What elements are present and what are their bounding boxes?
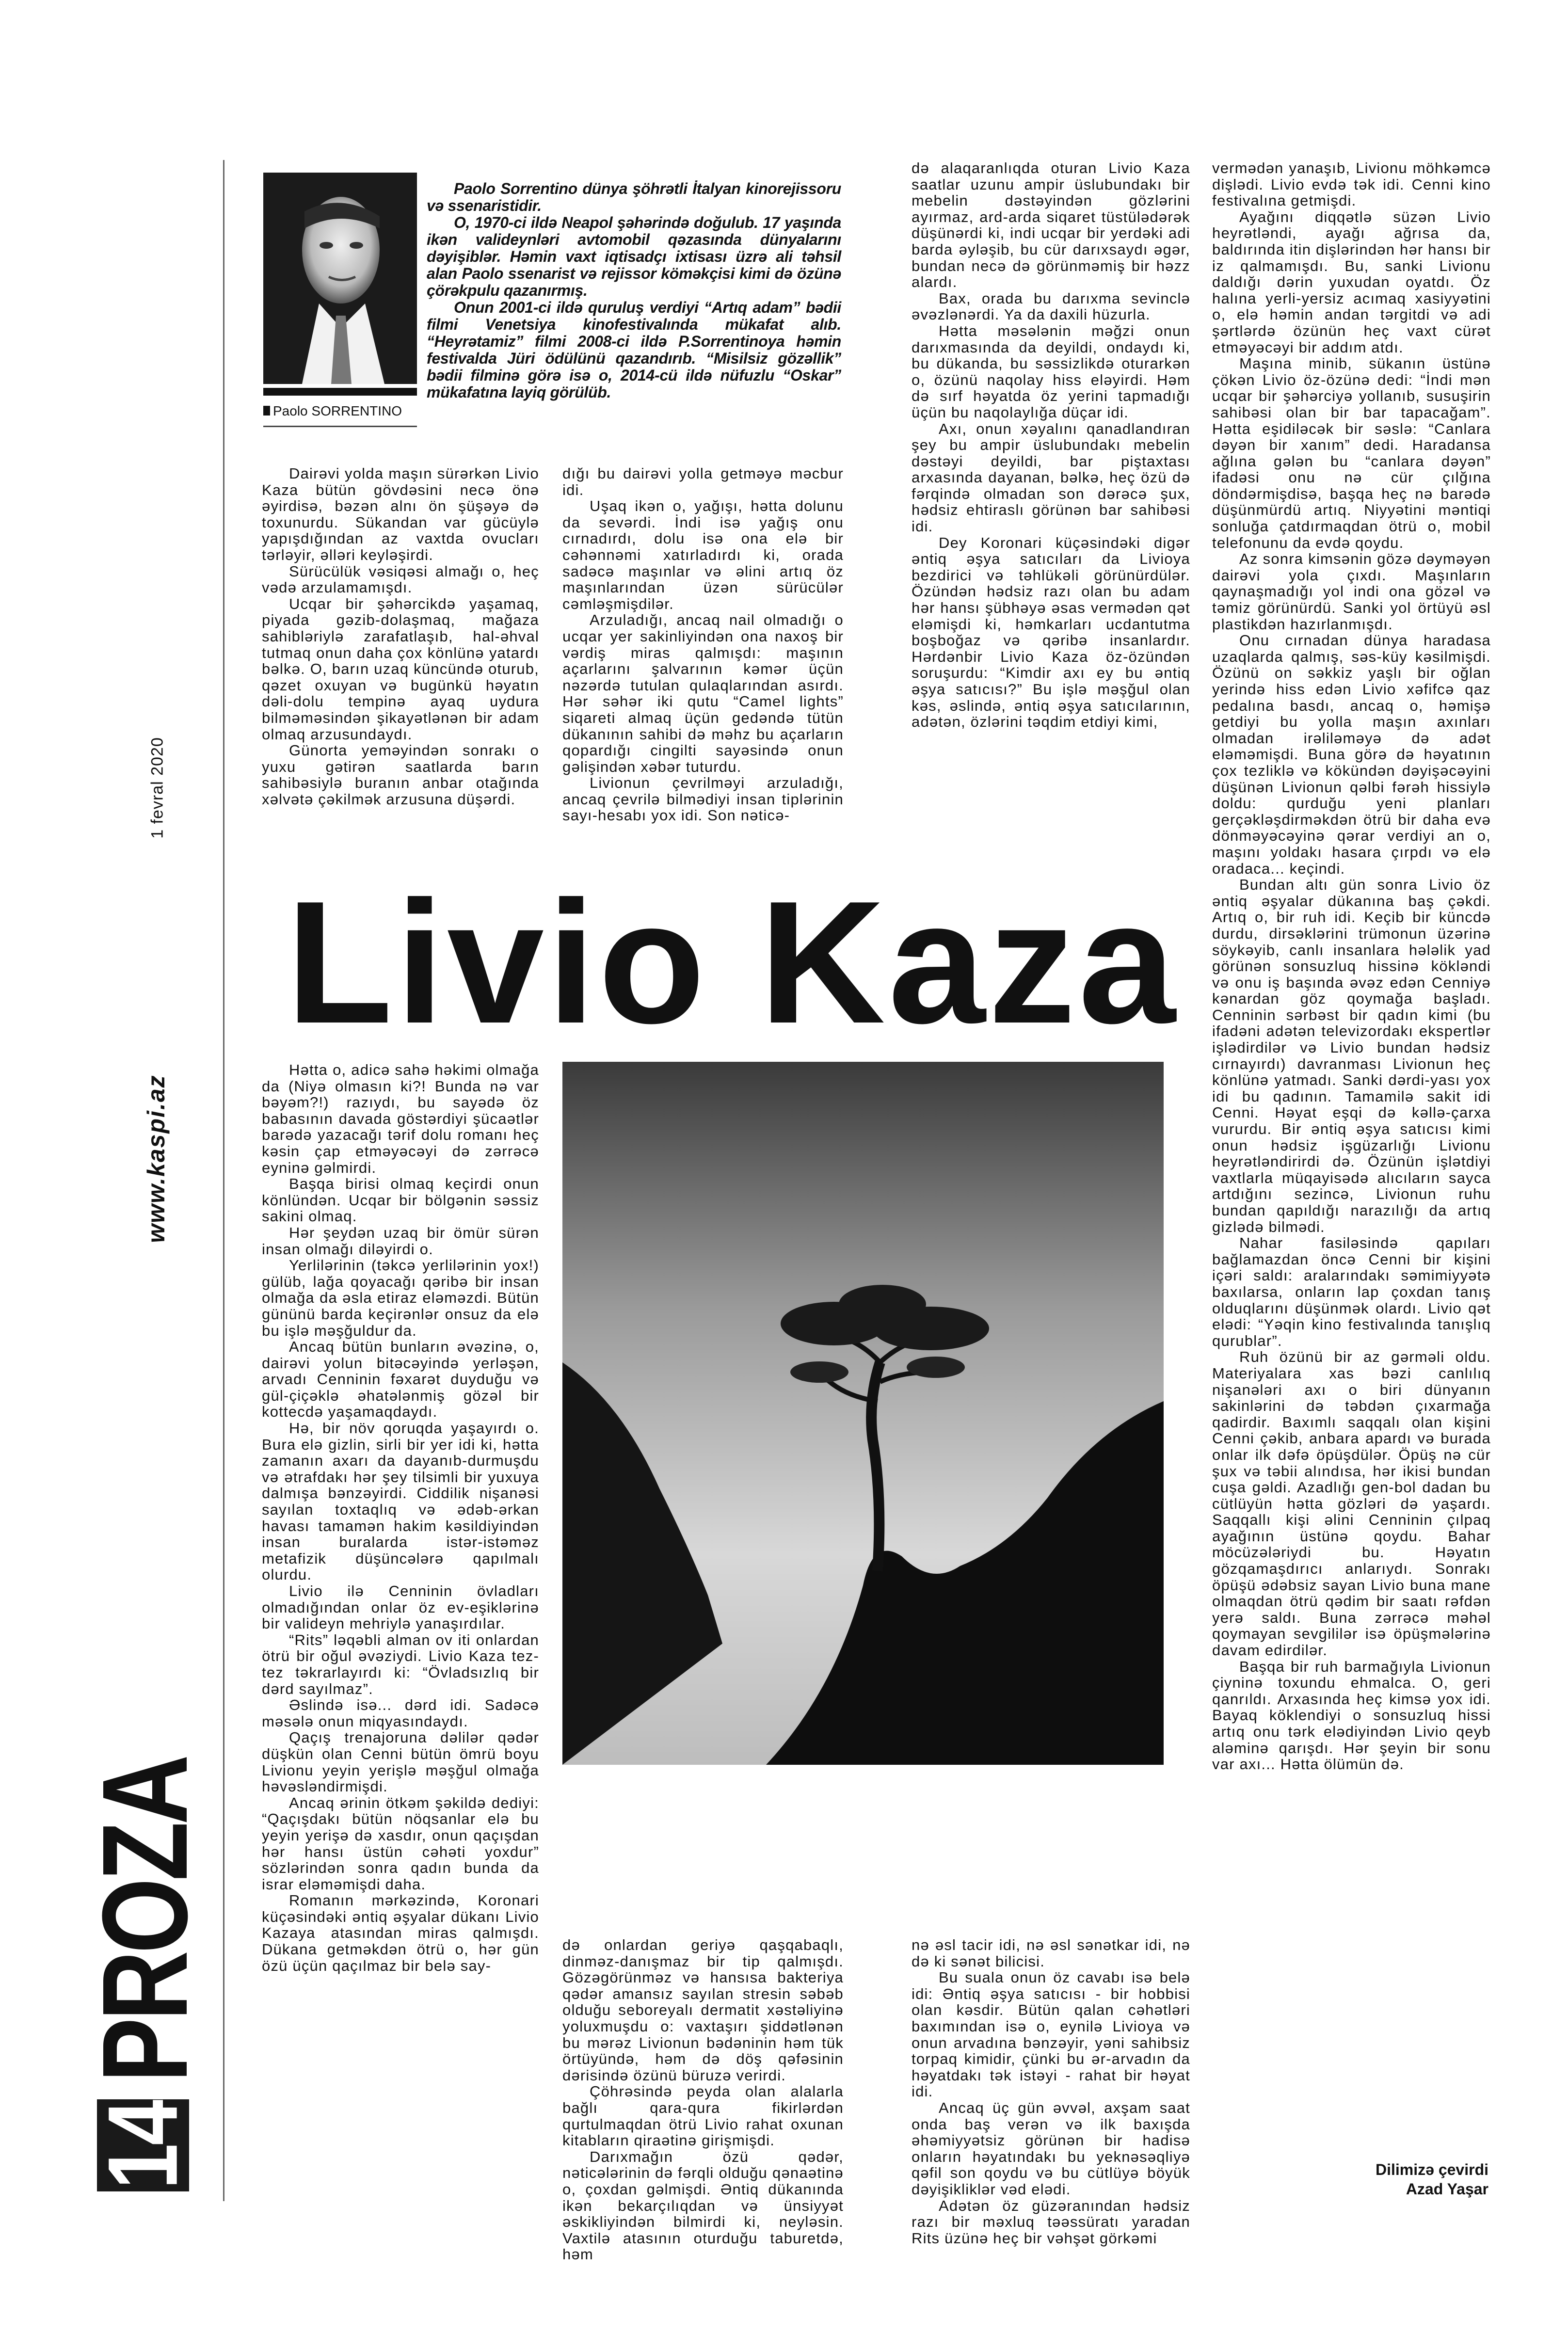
- caption-text: Paolo SORRENTINO: [273, 403, 402, 418]
- paragraph: Onun 2001-ci ildə quruluş verdiyi “Artıq adam” bədii filmi Venetsiya kinofestivalında mükafat alıb. “Heyrətamiz” filmi 2008-ci ildə P.Sorrentinoya həmin festivalda Jüri ödülünü qazandırıb. “Misilsiz gözəllik” bədii filminə görə isə o, 2014-cü ildə nüfuzlu “Oskar” mükafatına layiq görülüb.: [427, 299, 841, 401]
- column-1-top: [262, 465, 539, 868]
- paragraph: Başqa bir ruh barmağıyla Livionun çiyninə toxundu ehmalca. O, geri qanrıldı. Arxasında heç kimsə yox idi. Bayaq köklendiyi o sonsuzluq hissi artıq onu tərk elədiyindən Livio qeyb aləminə qarışdı. Hər şeyin bir sonu var axı... Hətta ölümün də.: [1212, 1658, 1491, 1773]
- paragraph: dığı bu dairəvi yolla getməyə məcbur idi.: [562, 465, 844, 498]
- page-number-box: [88, 2099, 198, 2191]
- paragraph: Qaçış trenajoruna dəlilər qədər düşkün olan Cenni bütün ömrü boyu Livionu yeyin yerişlə məşğul olmağa həvəsləndirmişdi.: [262, 1729, 539, 1795]
- author-bio: [427, 180, 841, 401]
- paragraph: Maşına minib, sükanın üstünə çökən Livio öz-özünə dedi: “İndi mən ucqar bir şəhərciyə yollanıb, susuşirin sahibəsi olan bir bar tapacağam”. Hətta eşidiləcək bir səslə: “Canlara dəyən bir xanım” dedi. Haradansa ağlına gələn bu “canlara dəyən” ifadəsi onu nə cür çılğına döndərmişdisə, başqa heç nə barədə düşünmürdü artıq. Niyyətini məntiqi sonluğa çatdırmaqdan ötrü o, mobil telefonunu da evdə qoydu.: [1212, 355, 1491, 551]
- paragraph: Ancaq üç gün əvvəl, axşam saat onda baş verən və ilk baxışda əhəmiyyətsiz görünən bir hadisə onların həyatındakı bu yeknəsəqliyə qəfil son qoydu və bu cütlüyə böyük dəyişikliklər vəd elədi.: [912, 2099, 1190, 2198]
- paragraph: Darıxmağın özü qədər, nəticələrinin də fərqli olduğu qənaətinə o, çoxdan gəlmişdi. Əntiq dükanında ikən bekarçılıqdan və ünsiyyət əskikliyindən bilmirdi ki, neyləsin. Vaxtilə atasının oturduğu taburetdə, həm: [562, 2148, 844, 2263]
- website-label: [142, 1028, 171, 1290]
- paragraph: Arzuladığı, ancaq nail olmadığı o ucqar yer sakinliyindən ona naxoş bir vərdiş miras qalmışdı: maşının açarlarını şalvarının kəmər üçün nəzərdə tutulan qulaqlarından asırdı. Hər səhər iki qutu “Camel lights” siqareti almaq üçün gedəndə tütün dükanının sahibi də məhz bu açarların qopardığı cingilti sayəsində onun gəlişindən xəbər tuturdu.: [562, 611, 844, 775]
- author-photo: [263, 173, 417, 384]
- paragraph: Əslində isə... dərd idi. Sadəcə məsələ onun miqyasındaydı.: [262, 1696, 539, 1730]
- article-title: Livio Kaza: [286, 865, 1179, 1060]
- issue-date: [148, 718, 167, 858]
- column-1-bottom: [262, 1062, 539, 2206]
- column-3-bottom: [912, 1936, 1190, 2247]
- paragraph: Bu suala onun öz cavabı isə belə idi: Əntiq əşya satıcısı - bir hobbisi olan kəsdir. Bütün qalan cəhətləri baxımından isə o, eynilə Livioya və onun arvadına bənzəyir, yəni sahibsiz torpaq kimidir, çünki bu ər-arvadın da həyatdakı tək istəyi - rahat bir həyat idi.: [912, 1969, 1190, 2100]
- website-text: www.kaspi.az: [143, 1074, 170, 1243]
- paragraph: nə əsl tacir idi, nə əsl sənətkar idi, nə də ki sənət bilicisi.: [912, 1936, 1190, 1970]
- paragraph: O, 1970-ci ildə Neapol şəhərində doğulub. 17 yaşında ikən valideynləri avtomobil qəzasında dünyalarını dəyişiblər. Həmin vaxt iqtisadçı ixtisası üzrə ali təhsil alan Paolo ssenarist və rejissor köməkçisi kimi də özünə çörəkpulu qazanırmış.: [427, 214, 841, 299]
- article-illustration: [562, 1062, 1164, 1765]
- column-divider: [223, 160, 224, 2201]
- section-text: PROZA: [78, 1758, 213, 2082]
- paragraph: Hətta o, adicə sahə həkimi olmağa da (Niyə olmasın ki?! Bunda nə var bəyəm?!) razıydı, bu sayədə öz babasının davada göstərdiyi şücaətlər barədə yazacağı tərif dolu romanı heç kəsin çap etməyəcəyi də zərrəcə eyninə gəlmirdi.: [262, 1061, 539, 1176]
- paragraph: Livio ilə Cenninin övladları olmadığından onlar öz ev-eşiklərinə bir valideyn mehriylə yanaşırdılar.: [262, 1582, 539, 1632]
- paragraph: Hə, bir növ qoruqda yaşayırdı o. Bura elə gizlin, sirli bir yer idi ki, hətta zamanın axarı da dayanıb-durmuşdu və ətrafdakı hər şey tilsimli bir yuxuya dalmışa bənzəyirdi. Ciddilik nişanəsi sayılan toxtaqlıq və ədəb-ərkan havası tamamən hakim kəsildiyindən insan buralarda istər-istəməz metafizik düşüncələrə qapılmalı olurdu.: [262, 1420, 539, 1583]
- column-3-top: [912, 160, 1190, 868]
- translator-name: Azad Yaşar: [1406, 2180, 1488, 2198]
- paragraph: Romanın mərkəzində, Koronari küçəsindəki əntiq əşyalar dükanı Livio Kazaya atasından miras qalmışdı. Dükana getməkdən ötrü o, hər gün özü üçün qaçılmaz bir belə say-: [262, 1892, 539, 1974]
- paragraph: vermədən yanaşıb, Livionu möhkəmcə dişlədi. Livio evdə tək idi. Cenni kino festivalına getmişdi.: [1212, 160, 1491, 209]
- paragraph: Onu cırnadan dünya haradasa uzaqlarda qalmış, səs-küy kəsilmişdi. Özünü on səkkiz yaşlı bir oğlan yerində hiss edən Livio xəfifcə qaz pedalına basdı, ancaq o, həmişə getdiyi bu yolla maşın axınları olmadan irəliləməyə də adət eləməmişdi. Buna görə də həyatının çox tezliklə və kökündən dəyişəcəyini düşünən Livionun qəlbi fərəh hissiylə doldu: qurduğu yeni planları gerçəkləşdirməkdən ötrü bir daha evə dönməyəcəyinə qərar verdiyi an o, maşını yoldakı hasara çırpdı və elə oradaca... keçindi.: [1212, 632, 1491, 877]
- paragraph: Sürücülük vəsiqəsi almağı o, heç vədə arzulamamışdı.: [262, 562, 539, 596]
- paragraph: Yerlilərinin (təkcə yerlilərinin yox!) gülüb, lağa qoyacağı qəribə bir insan olmağa da əsla etiraz eləməzdi. Bütün gününü barda keçirənlər onsuz da elə bu işlə məşğuldur da.: [262, 1257, 539, 1339]
- paragraph: Ayağını diqqətlə süzən Livio heyrətləndi, ayağı ağrısa da, baldırında itin dişlərindən hər hansı bir iz qalmamışdı. Bu, sanki Livionu daldığı dərin yuxudan oyatdı. Öz halına yerli-yersiz acımaq xasiyyətini o, elə həmin andan tərgitdi və adi şərtlərdə özünün heç vaxt cürət etməyəcəyi bir addım atdı.: [1212, 208, 1491, 356]
- paragraph: Paolo Sorrentino dünya şöhrətli İtalyan kinorejissoru və ssenaristidir.: [427, 180, 841, 214]
- paragraph: Ruh özünü bir az gərməli oldu. Materiyalara xas bəzi canlılıq nişanələri axı o biri dünyanın sakinlərini də təbdən çıxarmağa qadirdir. Baxımlı saqqalı olan kişini Cenni çəkib, anbara apardı və burada onlar ilk dəfə öpüşdülər. Öpüş nə cür şux və təbii alındısa, hər ikisi bundan cuşa gəldi. Azadlığı gen-bol dadan bu cütlüyün hətta gözləri də yaşardı. Saqqallı kişi əlini Cenninin çılpaq ayağının üstünə qoydu. Bahar möcüzələriydi bu. Həyatın gözqamaşdırıcı anlarıydı. Sonrakı öpüşü ədəbsiz sayan Livio buna mane olmaqdan ötrü qədim bir saatı rəfdən yerə saldı. Buna zərrəcə məhəl qoymayan sevgililər isə öpüşmələrinə davam edirdilər.: [1212, 1348, 1491, 1659]
- paragraph: Adətən öz güzəranından hədsiz razı bir məxluq təəssüratı yaradan Rits üzünə heç bir vəhşət görkəmi: [912, 2197, 1190, 2247]
- paragraph: Günorta yeməyindən sonrakı o yuxu gətirən saatlarda barın sahibəsiylə buranın anbar otağında xəlvətə çəkilmək arzusuna düşərdi.: [262, 742, 539, 808]
- caption-rule: [263, 426, 417, 427]
- author-portrait-image: [263, 173, 417, 384]
- paragraph: Ucqar bir şəhərcikdə yaşamaq, piyada gəzib-dolaşmaq, mağaza sahibləriylə zarafatlaşıb, hal-əhval tutmaq onun daha çox könlünə yatardı bəlkə. O, barın uzaq küncündə oturub, qəzet oxuyan və bugünkü həyatın dəli-dolu tempinə ayaq uydura bilməməsindən şikayətlənən bir adam olmaq arzusundaydı.: [262, 595, 539, 743]
- paragraph: Hər şeydən uzaq bir ömür sürən insan olmağı diləyirdi o.: [262, 1224, 539, 1258]
- page-number: 14: [88, 2101, 198, 2189]
- paragraph: Nahar fasiləsində qapıları bağlamazdan öncə Cenni bir kişini içəri saldı: aralarındakı səmimiyyətə baxılarsa, onların lap çoxdan tanış olduqlarını düşünmək olardı. Livio qət elədi: “Yəqin kino festivalında tanışlıq qurublar”.: [1212, 1234, 1491, 1349]
- paragraph: Ancaq bütün bunların əvəzinə, o, dairəvi yolun bitəcəyində yerləşən, arvadı Cenninin fəxarət duyduğu və gül-çiçəklə əhatələnmiş gözəl bir kottecdə yaşamaqdaydı.: [262, 1338, 539, 1421]
- tree-on-cliff-image: [562, 1062, 1164, 1765]
- paragraph: də alaqaranlıqda oturan Livio Kaza saatlar uzunu ampir üslubundakı bir mebelin dəstəyindən gözlərini ayırmaz, ard-arda siqaret tüstülədərək düşünərdi ki, indi ucqar bir yerdəki adi barda əyləşib, bu cür darıxsaydı əgər, bundan necə də görünməmiş bir həzz alardı.: [912, 160, 1190, 291]
- translator-label: Dilimizə çevirdi: [1376, 2161, 1488, 2178]
- column-2-bottom: [562, 1936, 844, 2263]
- paragraph: Bundan altı gün sonra Livio öz əntiq əşyalar dükanına baş çəkdi. Artıq o, bir ruh idi. Keçib bir küncdə durdu, dirsəklərini trümonun üzərinə söykəyib, canlı insanlara hələlik yad görünən sonsuzluq hissinə kökləndi və onu iş başında əvəz edən Cenniyə kənardan göz qoymağa başladı. Cenninin sərbəst bir qadın kimi (bu ifadəni adətən televizordakı ekspertlər işlədirdilər və Livio bundan hədsiz cırnayırdı) davranması Livionun heç könlünə yatmadı. Sanki dərdi-yası yox idi bu qadının. Tamamilə sakit idi Cenni. Həyat eşqi də kəllə-çarxa vururdu. Bir əntiq əşya satıcısı kimi onun hədsiz işgüzarlığı Livionu heyrətləndirirdi də. Özünün işlətdiyi vaxtlarla müqayisədə alıcıların sayca artdığını sezincə, Livionun ruhu bundan qapıldığı narazılığı da artıq gizlədə bilmədi.: [1212, 876, 1491, 1235]
- paragraph: Livionun çevrilməyi arzuladığı, ancaq çevrilə bilmədiyi insan tiplərinin sayı-hesabı yox idi. Son nəticə-: [562, 774, 844, 824]
- paragraph: Bax, orada bu darıxma sevinclə əvəzlənərdi. Ya da daxili hüzurla.: [912, 289, 1190, 323]
- paragraph: Uşaq ikən o, yağışı, hətta dolunu da sevərdi. İndi isə yağış onu cırnadırdı, dolu isə ona elə bir cəhənnəmi xatırladırdı ki, orada sadəcə maşınlar və əlini artıq öz maşınlarından üzən sürücülər cəmləşmişdilər.: [562, 497, 844, 612]
- paragraph: Hətta məsələnin məğzi onun darıxmasında da deyildi, ondaydı ki, bu dükanda, bu səssizlikdə oturarkən o, özünü naqolay hiss eləyirdi. Həm də sırf həyatda öz yerini tapmadığı üçün bu naqolaylığa düçar idi.: [912, 322, 1190, 421]
- section-label: [78, 1758, 213, 2082]
- paragraph: Ancaq ərinin ötkəm şəkildə dediyi: “Qaçışdakı bütün nöqsanlar elə bu yeyin yerişə də xasdır, onun qaçışdan hər hansı üstün cəhəti yoxdur” sözlərindən sonra qadın bunda da israr eləməmişdi daha.: [262, 1794, 539, 1893]
- paragraph: də onlardan geriyə qaşqabaqlı, dinməz-danışmaz bir tip qalmışdı. Gözəgörünməz və hansısa bakteriya qədər amansız sayılan stresin səbəb olduğu seboreyalı dermatit xəstəliyinə yoluxmuşdu o: vaxtaşırı şiddətlənən bu mərəz Livionun bədəninin həm tük örtüyündə, həm də döş qəfəsinin dərisində özünü büruzə verirdi.: [562, 1936, 844, 2084]
- photo-bar: [263, 388, 417, 396]
- translator-credit: [1212, 2160, 1488, 2199]
- paragraph: Dairəvi yolda maşın sürərkən Livio Kaza bütün gövdəsini necə önə əyirdisə, bəzən alnı ön şüşəyə də toxunurdu. Sükandan var gücüylə yapışdığından az vaxtda ovucları tərləyir, əlləri keyləşirdi.: [262, 465, 539, 563]
- paragraph: Dey Koronari küçəsindəki digər əntiq əşya satıcıları da Livioya bezdirici və təhlükəli görünürdülər. Özündən hədsiz razı olan bu adam hər hansı şübhəyə əsas vermədən qət eləmişdi ki, həmkarları ucdantutma boşboğaz və qəribə insanlardır. Hərdənbir Livio Kaza öz-özündən soruşurdu: “Kimdir axı ey bu əntiq əşya satıcısı?” Bu işlə məşğul olan kəs, əslində, əntiq əşya satıcılarının, adətən, özlərini təqdim etdiyi kimi,: [912, 534, 1190, 731]
- paragraph: Çöhrəsində peyda olan alalarla bağlı qara-qura fikirlərdən qurtulmaqdan ötrü Livio rahat oxunan kitabların qiraətinə girişmişdi.: [562, 2083, 844, 2149]
- photo-caption: [263, 403, 402, 419]
- paragraph: Axı, onun xəyalını qanadlandıran şey bu ampir üslubundakı mebelin dəstəyi deyildi, bar piştaxtası arxasında dayanan, bəlkə, heç özü də fərqində olmadan son dərəcə şux, hədsiz ehtiraslı görünən bar sahibəsi idi.: [912, 420, 1190, 535]
- paragraph: Başqa birisi olmaq keçirdi onun könlündən. Ucqar bir bölgənin səssiz sakini olmaq.: [262, 1175, 539, 1225]
- issue-date-text: 1 fevral 2020: [148, 737, 167, 839]
- column-2-top: [562, 465, 844, 868]
- caption-square-icon: [263, 406, 270, 415]
- paragraph: Az sonra kimsənin gözə dəyməyən dairəvi yola çıxdı. Maşınların qaynaşmadığı yol indi ona gözəl və təmiz görünürdü. Sanki yol örtüyü əsl plastikdən hazırlanmışdı.: [1212, 550, 1491, 633]
- column-4: [1212, 160, 1491, 2138]
- paragraph: “Rits” ləqəbli alman ov iti onlardan ötrü bir oğul əvəziydi. Livio Kaza tez-tez təkrarlayırdı ki: “Övladsızlıq bir dərd sayılmaz”.: [262, 1631, 539, 1697]
